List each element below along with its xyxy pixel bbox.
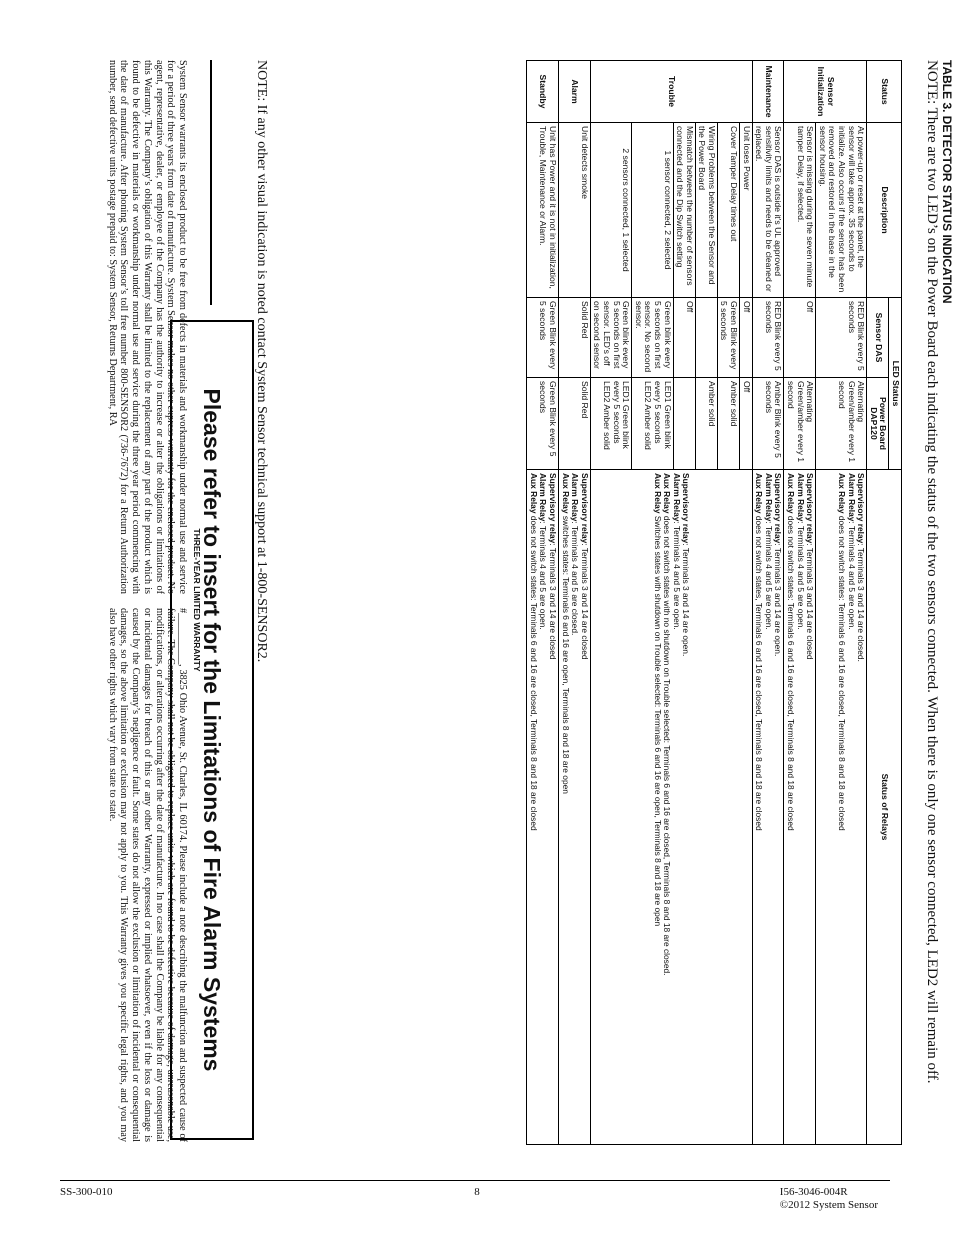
power-led-cell: Amber solid	[717, 378, 739, 470]
footer-rule	[60, 1180, 890, 1181]
table-row	[559, 61, 591, 1145]
status-cell: Alarm	[559, 61, 591, 123]
warranty-column-1: System Sensor warrants its enclosed product to be free from defects in materials and workmanship under normal use and service for a period of three years from date of manufacture. System Sensor makes no other express warranty for the enclosed product. No agent, representative, dealer, or employee of the Company has the authority to increase or alter the obligations or limitations of this Warranty. The Company’s obligation of this Warranty shall be limited to the replacement of any part of the product which is found to be defective in materials or workmanship under normal use and service during the three year period commencing with the date of manufacture. After phoning System Sensor’s toll free number 800-SENSOR2 (736-7672) for a Return Authorization number, send defective units postage prepaid to: System Sensor, Returns Department, RA	[106, 60, 188, 594]
sensor-led-cell: Green blink every 5 seconds on first sensor. No second sensor.	[632, 298, 673, 378]
note-technical-support: NOTE: If any other visual indication is noted contact System Sensor technical support at 1-800-SENSOR2.	[254, 60, 269, 663]
status-cell: Maintenance	[752, 61, 784, 123]
header-description: Description	[867, 123, 902, 298]
description-cell: Sensor DAS is outside it’s UL approved sensitivity limits and needs to be cleaned or replaced.	[752, 123, 784, 298]
description-cell: 2 sensors connected, 1 selected	[590, 123, 631, 298]
limitations-banner: Please refer to insert for the Limitations of Fire Alarm Systems	[170, 320, 254, 1140]
sensor-led-cell: Off	[740, 298, 753, 378]
power-led-cell: Green Blink every 5 seconds	[527, 378, 559, 470]
footer-doc-code: SS-300-010	[60, 1186, 113, 1198]
description-cell: Wiring Problems between the Sensor and the Power Board	[695, 123, 717, 298]
description-cell: At power-up or reset at the panel, the sensor will take approx. 35 seconds to initialize. Also occurs if the sensor has been removed and restored in the base in the sensor housing.	[816, 123, 867, 298]
divider	[210, 60, 212, 305]
sensor-led-cell	[695, 298, 717, 378]
table-row	[816, 61, 867, 1145]
description-cell: Sensor is missing during the seven minute tamper Delay, if selected.	[784, 123, 816, 298]
status-cell: Standby	[527, 61, 559, 123]
page-number: 8	[474, 1186, 480, 1198]
power-led-cell: Amber Blink every 5 seconds	[752, 378, 784, 470]
detector-status-table	[526, 60, 902, 1145]
description-cell: 1 sensor connected, 2 selected	[632, 123, 673, 298]
warranty-text	[68, 60, 188, 1142]
part-number: I56-3046-004R	[779, 1186, 848, 1198]
sensor-led-cell: Green Blink every 5 seconds	[527, 298, 559, 378]
header-relays: Status of Relays	[867, 470, 902, 1145]
description-cell: Cover Tamper Delay times out	[717, 123, 739, 298]
power-led-cell: Alternating Green/amber every 1 second	[784, 378, 816, 470]
power-led-cell: Amber solid	[695, 378, 717, 470]
relay-cell: Supervisory relay: Terminals 3 and 14 are closed Alarm Relay: Terminals 4 and 5 are closed. Aux Relay switches states: Terminals 6 and 16 are open, Terminals 8 and 18 are open	[559, 470, 591, 1145]
header-led-status: LED Status	[889, 298, 902, 470]
description-cell: Unit detects smoke	[559, 123, 591, 298]
description-cell: Unit loses Power	[740, 123, 753, 298]
header-sensor: Sensor DAS	[867, 298, 889, 378]
sensor-led-cell: Solid Red	[559, 298, 591, 378]
table-row	[527, 61, 559, 1145]
table-row	[784, 61, 816, 1145]
table-row	[740, 61, 753, 1145]
note-two-leds: NOTE: There are two LED’s on the Power Board each indicating the status of the two sensors connected. When there is only one sensor connected, LED2 will remain off.	[924, 60, 940, 1084]
power-led-cell: LED1 Green blink every 5 seconds LED2 Amber solid	[632, 378, 673, 470]
sensor-led-cell: Green blink every 5 seconds on first sensor. LED’s off on second sensor	[590, 298, 631, 378]
sensor-led-cell: Off	[673, 298, 695, 378]
description-cell: Unit has Power and it is not in initialization, Trouble, Maintenance or Alarm.	[527, 123, 559, 298]
table-caption: TABLE 3. DETECTOR STATUS INDICATION	[940, 60, 954, 304]
table-row	[752, 61, 784, 1145]
status-cell: Sensor Initialization	[784, 61, 867, 123]
power-led-cell: LED1 Green blink every 5 seconds LED2 Amber solid	[590, 378, 631, 470]
copyright: ©2012 System Sensor	[779, 1199, 878, 1211]
relay-cell: Supervisory relay: Terminals 3 and 14 are closed Alarm Relay: Terminals 4 and 5 are open. Aux Relay does not switch states: Terminals 6 and 16 are closed, Terminals 8 and 18 are closed	[527, 470, 559, 1145]
relay-cell: Supervisory relay: Terminals 3 and 14 are open. Alarm Relay: Terminals 4 and 5 are open. Aux Relay does not switch states, Terminals 6 and 16 are closed, Terminals 8 and 18 are closed	[752, 470, 784, 1145]
header-status: Status	[867, 61, 902, 123]
power-led-cell: Off	[740, 378, 753, 470]
sensor-led-cell: RED Blink every 5 seconds	[752, 298, 784, 378]
header-power-board: Power Board DAP120	[867, 378, 889, 470]
rotated-page-content	[0, 60, 954, 1150]
description-cell: Mismatch between the number of sensors connected and the Dip Switch setting	[673, 123, 695, 298]
relay-cell: Supervisory relay: Terminals 3 and 14 are closed Alarm Relay: Terminals 4 and 5 are open. Aux Relay does not switch states: Terminals 6 and 16 are closed, Terminals 8 and 18 are closed	[784, 470, 816, 1145]
sensor-led-cell: Off	[784, 298, 816, 378]
sensor-led-cell: RED Blink every 5 seconds	[816, 298, 867, 378]
power-led-cell: Alternating Green/amber every 1 second	[816, 378, 867, 470]
footer-part-number	[780, 1186, 878, 1212]
warranty-title: THREE-YEAR LIMITED WARRANTY	[192, 528, 202, 672]
relay-cell: Supervisory relay: Terminals 3 and 14 are closed. Alarm Relay: Terminals 4 and 5 are open. Aux Relay does not switch states: Terminals 6 and 16 are closed, Terminals 8 and 18 are closed	[816, 470, 867, 1145]
status-cell: Trouble	[590, 61, 752, 123]
warranty-column-2: #__________, 3825 Ohio Avenue, St. Charles, IL 60174. Please include a note describing the malfunction and suspected cause of failure. The Company shall not be obligated to replace units which are found to be defective because of damage, unreasonable use, modifications, or alterations occurring after the date of manufacture. In no case shall the Company be liable for any consequential or incidental damages for breach of this or any other Warranty, expressed or implied whatsoever, even if the loss or damage is caused by the Company’s negligence or fault. Some states do not allow the exclusion or limitation of incidental or consequential damages, so the above limitation or exclusion may not apply to you. This Warranty gives you specific legal rights, and you may also have other rights which vary from state to state.	[106, 608, 188, 1142]
power-led-cell: Solid Red	[559, 378, 591, 470]
sensor-led-cell: Green Blink every 5 seconds	[717, 298, 739, 378]
relay-cell: Supervisory relay: Terminals 3 and 14 are open. Alarm Relay: Terminals 4 and 5 are open. Aux Relay does not switch states with no shutdown on Trouble selected: Terminals 6 and 16 are closed, Terminals 8 and 18 are closed. Aux Relay Switches states with shutdown on Trouble selected: Terminals 6 and 16 are open, Terminals 8 and 18 are open	[590, 470, 752, 1145]
power-led-cell	[673, 378, 695, 470]
